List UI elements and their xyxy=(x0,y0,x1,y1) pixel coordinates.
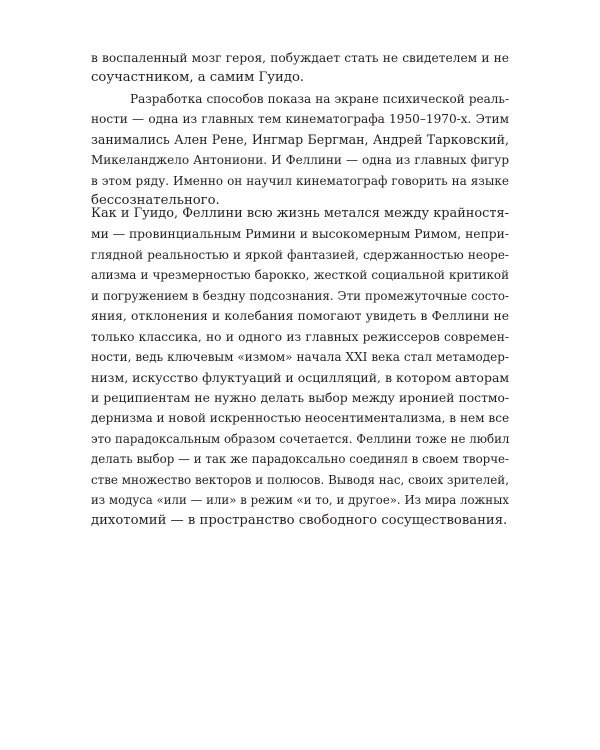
text-line: бессознательного. xyxy=(91,193,220,209)
text-line: в этом ряду. Именно он научил кинематограф говорить на языке xyxy=(91,173,509,188)
text-line: это парадоксальным образом сочетается. Феллини тоже не любил xyxy=(91,431,510,446)
text-line: соучастником, а самим Гуидо. xyxy=(91,70,305,86)
text-line: ми — провинциальным Римини и высокомерным Римом, непри- xyxy=(91,227,509,242)
text-line: стве множество векторов и полюсов. Выводя нас, своих зрителей, xyxy=(91,472,509,487)
paragraph-continuation xyxy=(91,48,509,89)
text-line: Микеланджело Антониони. И Феллини — одна из главных фигур xyxy=(91,153,509,168)
text-line: только классика, но и одного из главных режиссеров современ- xyxy=(91,329,509,344)
text-line: в воспаленный мозг героя, побуждает стать не свидетелем и не xyxy=(91,51,509,65)
text-line: и погружением в бездну подсознания. Эти промежуточные состо- xyxy=(91,288,509,303)
text-line: глядной реальностью и яркой фантазией, сдержанностью неоре- xyxy=(91,247,509,262)
text-line: ализма и чрезмерностью барокко, жесткой социальной критикой xyxy=(91,268,509,283)
paragraph-screen-psychic-reality xyxy=(91,89,509,212)
text-line: ности, ведь ключевым «измом» начала XXI века стал метамодер- xyxy=(91,350,509,365)
text-line: дернизма и новой искренностью неосентиментализма, в нем все xyxy=(91,411,510,426)
text-line: из модуса «или — или» в режим «и то, и другое». Из мира ложных xyxy=(91,493,509,508)
text-line: Как и Гуидо, Феллини всю жизнь метался между крайностя- xyxy=(91,206,509,221)
paragraph-fellini-extremes xyxy=(91,204,509,531)
text-line: дихотомий — в пространство свободного сосуществования. xyxy=(91,512,508,528)
text-line: делать выбор — и так же парадоксально соединял в своем творче- xyxy=(91,452,509,467)
text-line: Разработка способов показа на экране психической реаль- xyxy=(130,92,509,106)
text-line: ности — одна из главных тем кинематографа 1950–1970-х. Этим xyxy=(91,112,509,127)
text-line: низм, искусство флуктуаций и осцилляций, в котором авторам xyxy=(91,369,510,385)
text-line: и реципиентам не нужно делать выбор между иронией постмо- xyxy=(91,390,509,405)
text-line: яния, отклонения и колебания помогают увидеть в Феллини не xyxy=(91,309,509,324)
text-line: занимались Ален Рене, Ингмар Бергман, Андрей Тарковский, xyxy=(91,131,509,147)
